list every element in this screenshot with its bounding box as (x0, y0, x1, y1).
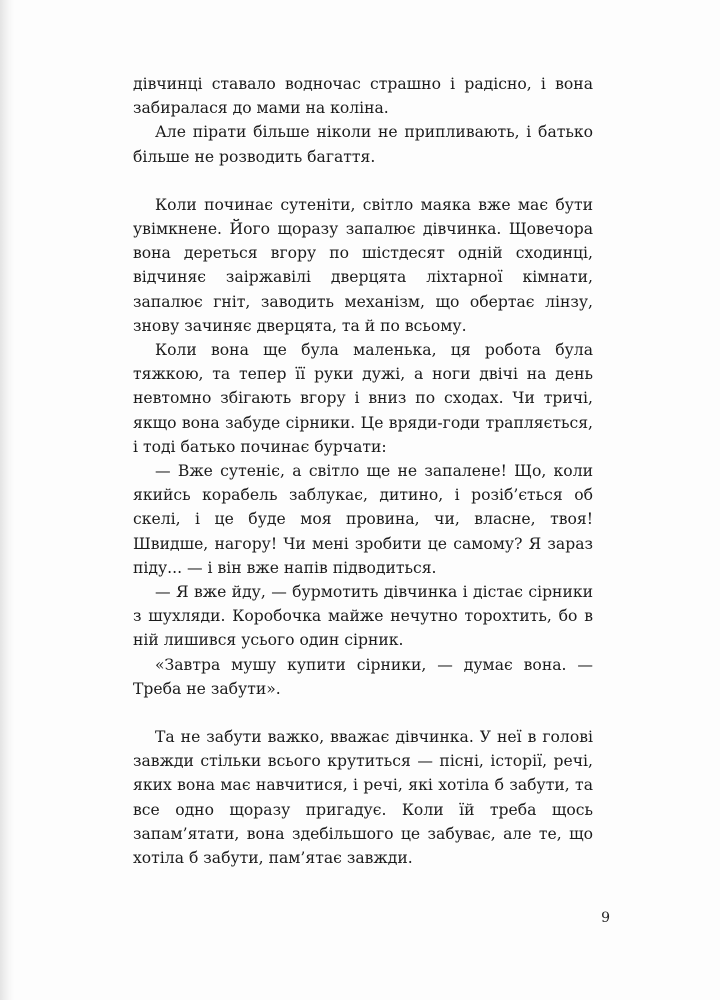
paragraph: Але пірати більше ніколи не припливають, і батько більше не розводить багаття. (133, 123, 593, 166)
body-text (133, 72, 593, 870)
page-number: 9 (601, 910, 610, 926)
paragraph: дівчинці ставало водночас страшно і радісно, і вона забиралася до мами на коліна. (133, 75, 593, 118)
section-break (133, 169, 593, 193)
section-break (133, 701, 593, 725)
paragraph: «Завтра мушу купити сірники, — думає вона. — Треба не забути». (133, 655, 593, 698)
page-spine-shadow (0, 0, 14, 1000)
paragraph: Коли вона ще була маленька, ця робота була тяжкою, та тепер її руки дужі, а ноги двічі на день невтомно збігають вгору і вниз по сходах. Чи тричі, якщо вона забуде сірники. Це вряди-годи трапляється, і тоді батько починає бурчати: (133, 341, 593, 456)
paragraph: Коли починає сутеніти, світло маяка вже має бути увімкнене. Його щоразу запалює дівчинка. Щовечора вона дереться вгору по шістдесят одній сходинці, відчиняє заіржавілі дверцята ліхтарної кімнати, запалює гніт, заводить механізм, що обертає лінзу, знову зачиняє дверцята, та й по всьому. (133, 195, 593, 335)
paragraph: — Я вже йду, — бурмотить дівчинка і дістає сірники з шухляди. Коробочка майже нечутно торохтить, бо в ній лишився усього один сірник. (133, 583, 593, 650)
paragraph: — Вже сутеніє, а світло ще не запалене! Що, коли якийсь корабель заблукає, дитино, і розіб’ється об скелі, і це буде моя провина, чи, власне, твоя! Швидше, нагору! Чи мені зробити це самому? Я зараз піду... — і він вже напів підводиться. (133, 462, 593, 577)
paragraph: Та не забути важко, вважає дівчинка. У неї в голові завжди стільки всього крутиться — пісні, історії, речі, яких вона має навчитися, і речі, які хотіла б забути, та все одно щоразу пригадує. Коли їй треба щось запам’ятати, вона здебільшого це забуває, але те, що хотіла б забути, пам’ятає завжди. (133, 728, 593, 868)
